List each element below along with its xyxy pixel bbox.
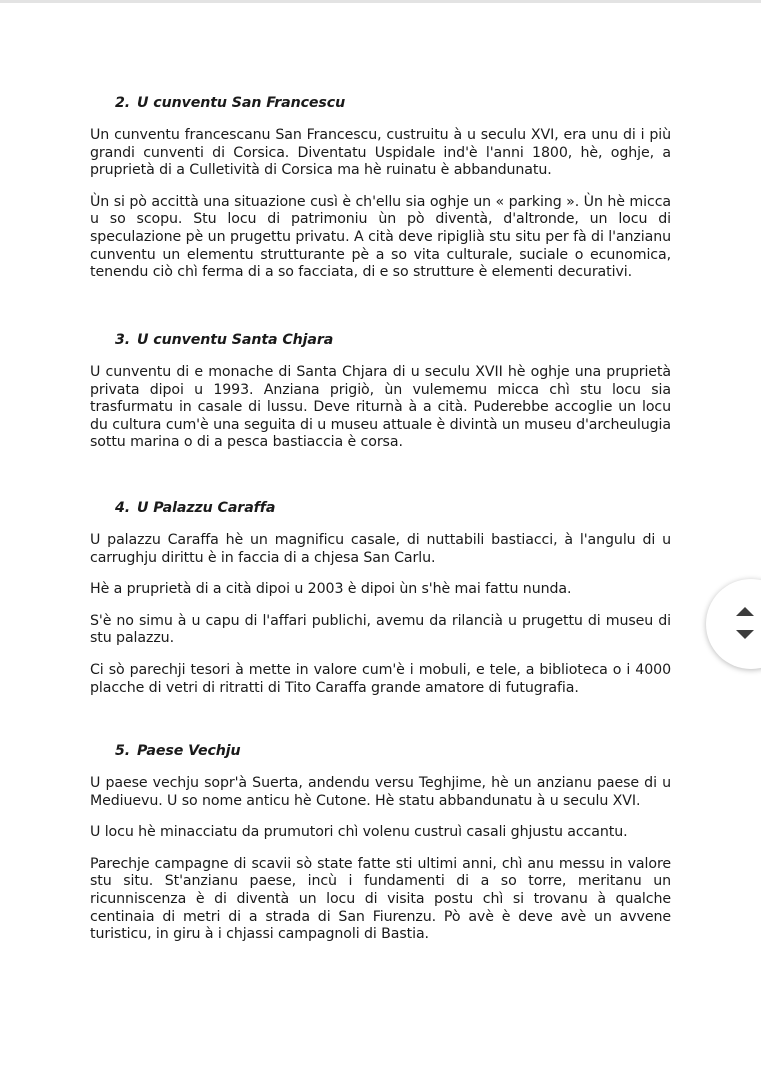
paragraph: U locu hè minacciatu da prumutori chì volenu custruì casali ghjustu accantu.: [90, 824, 628, 841]
section-number: 4.: [115, 500, 131, 516]
page-scroll-button[interactable]: [706, 579, 761, 669]
triangle-down-icon[interactable]: [736, 630, 754, 639]
section-title: U Palazzu Caraffa: [137, 500, 276, 516]
paragraph: U paese vechju sopr'à Suerta, andendu versu Teghjime, hè un anzianu paese di u Mediuevu. U so nome anticu hè Cutone. Hè statu abbandunatu à u seculu XVI.: [90, 775, 671, 809]
section-santa-chjara: [90, 330, 671, 466]
section-palazzu-caraffa: [90, 498, 671, 711]
section-san-francescu: [90, 93, 671, 296]
section-title: U cunventu Santa Chjara: [137, 332, 334, 348]
section-heading: [115, 741, 671, 761]
paragraph: S'è no simu à u capu di l'affari publichi, avemu da rilancià u prugettu di museu di stu palazzu.: [90, 612, 671, 647]
section-heading: [115, 330, 671, 350]
paragraph: U palazzu Caraffa hè un magnificu casale, di nuttabili bastiacci, à l'angulu di u carrughju dirittu è in faccia di a chjesa San Carlu.: [90, 532, 671, 566]
section-heading: [115, 93, 671, 113]
paragraph: Ci sò parechji tesori à mette in valore cum'è i mobuli, e tele, a biblioteca o i 4000 placche di vetri di ritratti di Tito Caraffa grande amatore di futugrafia.: [90, 661, 671, 696]
paragraph: Ùn si pò accittà una situazione cusì è ch'ellu sia oghje un « parking ». Ùn hè micca u so scopu. Stu locu di patrimoniu ùn pò diventà, d'altronde, un locu di speculazione pè un prugettu privatu. A cità deve ripiglià stu situ per fà di l'anzianu cunventu un elementu strutturante pè a so vita culturale, suciale o ecunomica, tenendu ciò chì ferma di a so facciata, di e so strutture è elementi decurativi.: [90, 193, 671, 281]
paragraph: U cunventu di e monache di Santa Chjara di u seculu XVII hè oghje una pruprietà privata dipoi u 1993. Anziana prigiò, ùn vulememu micca chì stu locu sia trasfurmatu in casale di lussu. Deve riturnà à a cità. Puderebbe accoglie un locu du cultura cum'è una seguita di u museu attuale è divintà un museu d'archeulugia sottu marina o di a pesca bastiaccia è corsa.: [90, 364, 671, 451]
section-paese-vechju: [90, 741, 671, 958]
paragraph: Un cunventu francescanu San Francescu, custruitu à u seculu XVI, era unu di i più grandi cunventi di Corsica. Diventatu Uspidale ind'è l'anni 1800, hè, oghje, a pruprietà di a Culletività di Corsica ma hè ruinatu è abbandunatu.: [90, 127, 671, 179]
section-title: Paese Vechju: [137, 743, 241, 759]
section-title: U cunventu San Francescu: [137, 95, 346, 111]
section-heading: [115, 498, 671, 518]
paragraph: Hè a pruprietà di a cità dipoi u 2003 è dipoi ùn s'hè mai fattu nunda.: [90, 581, 572, 598]
section-number: 3.: [115, 332, 131, 348]
triangle-up-icon[interactable]: [736, 607, 754, 616]
section-number: 2.: [115, 95, 131, 111]
paragraph: Parechje campagne di scavii sò state fatte sti ultimi anni, chì anu messu in valore stu situ. St'anzianu paese, incù i fundamenti di a so torre, meritanu un ricunniscenza è di diventà un locu di visita postu chì si trovanu à qualche centinaia di metri di a strada di San Fiurenzu. Pò avè è deve avè un avvene turisticu, in giru à i chjassi campagnoli di Bastia.: [90, 855, 671, 943]
top-divider: [0, 0, 761, 3]
section-number: 5.: [115, 743, 131, 759]
